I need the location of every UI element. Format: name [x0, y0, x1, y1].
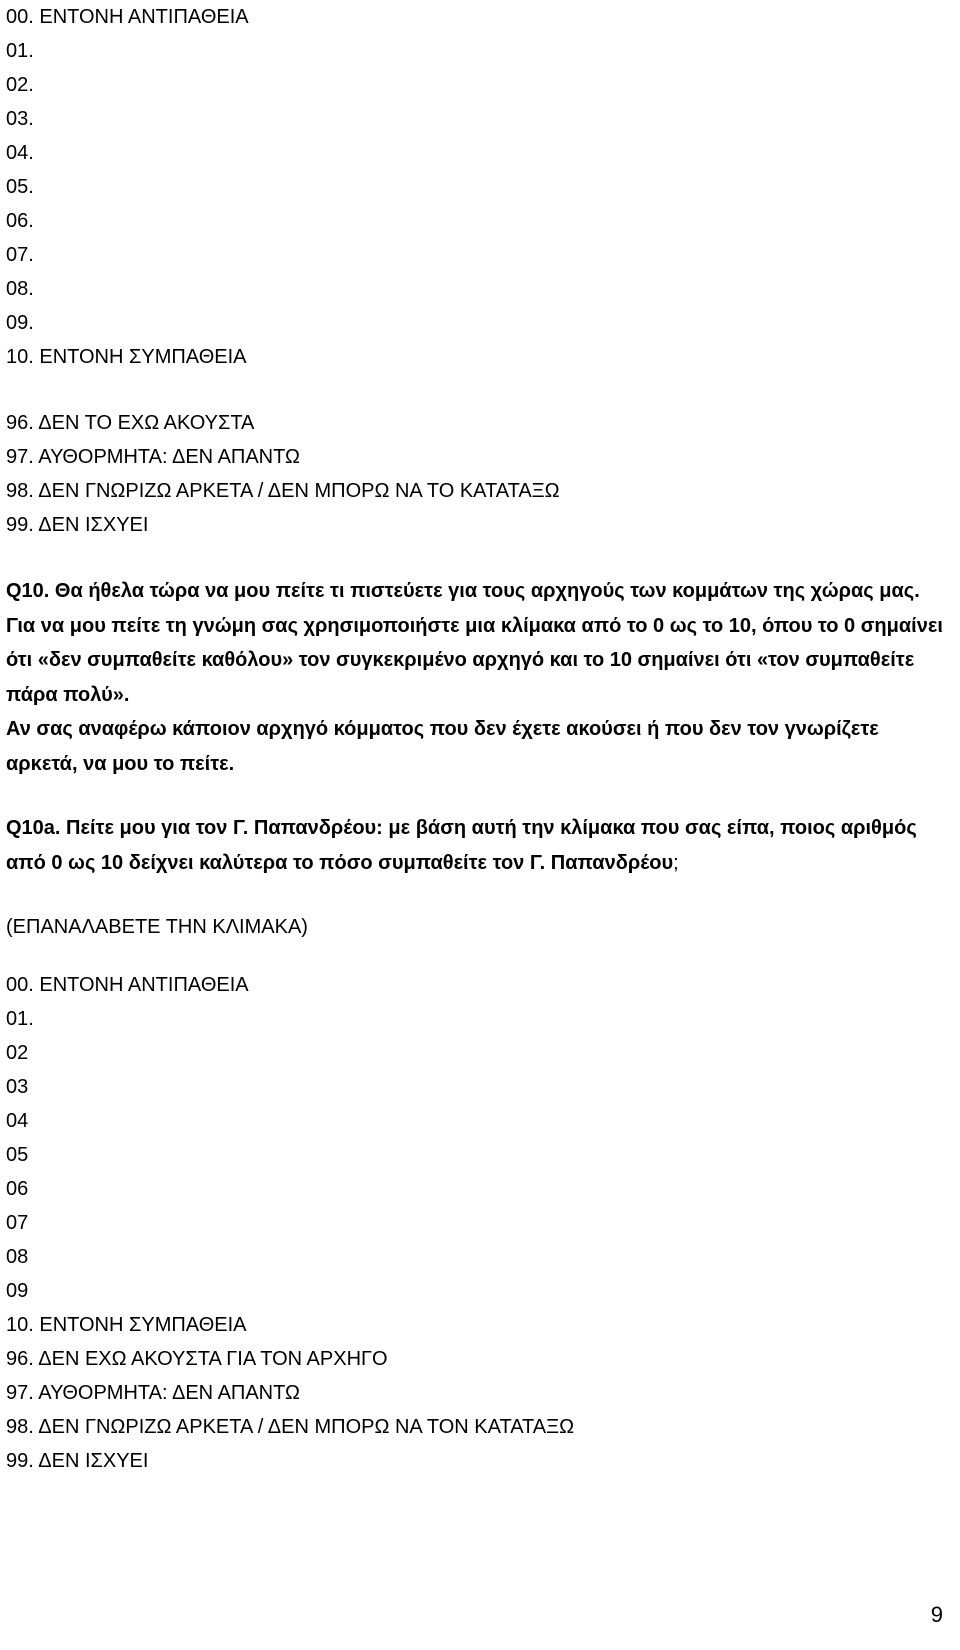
scale-option: 03. — [6, 108, 34, 130]
special-code: 97. ΑΥΘΟΡΜΗΤΑ: ΔΕΝ ΑΠΑΝΤΩ — [6, 446, 300, 468]
scale-option: 10. ΕΝΤΟΝΗ ΣΥΜΠΑΘΕΙΑ — [6, 346, 247, 368]
special-code: 99. ΔΕΝ ΙΣΧΥΕΙ — [6, 514, 149, 536]
scale-option: 09. — [6, 312, 34, 334]
question-q10a-text: Q10a. Πείτε μου για τον Γ. Παπανδρέου: με βάση αυτή την κλίμακα που σας είπα, ποιος αριθμός από 0 ως 10 δείχνει καλύτερα το πόσο συμπαθείτε τον Γ. Παπανδρέου — [6, 817, 917, 874]
scale-option: 06 — [6, 1178, 29, 1200]
page-number: 9 — [930, 1602, 943, 1627]
scale-option: 00. ΕΝΤΟΝΗ ΑΝΤΙΠΑΘΕΙΑ — [6, 974, 249, 996]
scale-option: 05. — [6, 176, 34, 198]
question-q10 — [6, 574, 950, 781]
scale-options-top — [6, 0, 950, 374]
scale-option: 07. — [6, 244, 34, 266]
scale-option: 00. ΕΝΤΟΝΗ ΑΝΤΙΠΑΘΕΙΑ — [6, 6, 249, 28]
question-q10a-mark: ; — [673, 851, 679, 874]
special-codes-bottom — [6, 1342, 950, 1478]
scale-option: 05 — [6, 1144, 29, 1166]
scale-option: 10. ΕΝΤΟΝΗ ΣΥΜΠΑΘΕΙΑ — [6, 1314, 247, 1336]
special-codes-top — [6, 406, 950, 542]
question-q10a — [6, 811, 950, 880]
scale-option: 01. — [6, 1008, 34, 1030]
scale-option: 04. — [6, 142, 34, 164]
scale-option: 06. — [6, 210, 34, 232]
scale-option: 08 — [6, 1246, 29, 1268]
scale-option: 01. — [6, 40, 34, 62]
scale-option: 02 — [6, 1042, 29, 1064]
scale-option: 04 — [6, 1110, 29, 1132]
scale-option: 02. — [6, 74, 34, 96]
special-code: 98. ΔΕΝ ΓΝΩΡΙΖΩ ΑΡΚΕΤΑ / ΔΕΝ ΜΠΟΡΩ ΝΑ ΤΟΝ ΚΑΤΑΤΑΞΩ — [6, 1416, 575, 1438]
scale-option: 09 — [6, 1280, 29, 1302]
scale-option: 03 — [6, 1076, 29, 1098]
scale-options-bottom — [6, 968, 950, 1342]
question-q10-text: Q10. Θα ήθελα τώρα να μου πείτε τι πιστεύετε για τους αρχηγούς των κομμάτων της χώρας μας. Για να μου πείτε τη γνώμη σας χρησιμοποιήστε μια κλίμακα από το 0 ως το 10, όπου το 0 σημαίνει ότι «δεν συμπαθείτε καθόλου» τον συγκεκριμένο αρχηγό και το 10 σημαίνει ότι «τον συμπαθείτε πάρα πολύ». — [6, 580, 943, 706]
document-page — [6, 0, 950, 1478]
special-code: 97. ΑΥΘΟΡΜΗΤΑ: ΔΕΝ ΑΠΑΝΤΩ — [6, 1382, 300, 1404]
scale-option: 07 — [6, 1212, 29, 1234]
special-code: 96. ΔΕΝ ΤΟ ΕΧΩ ΑΚΟΥΣΤΑ — [6, 412, 255, 434]
question-q10-note: Αν σας αναφέρω κάποιον αρχηγό κόμματος που δεν έχετε ακούσει ή που δεν τον γνωρίζετε αρκετά, να μου το πείτε. — [6, 718, 879, 775]
special-code: 98. ΔΕΝ ΓΝΩΡΙΖΩ ΑΡΚΕΤΑ / ΔΕΝ ΜΠΟΡΩ ΝΑ ΤΟ ΚΑΤΑΤΑΞΩ — [6, 480, 560, 502]
scale-option: 08. — [6, 278, 34, 300]
interviewer-instruction: (ΕΠΑΝΑΛΑΒΕΤΕ ΤΗΝ ΚΛΙΜΑΚΑ) — [6, 916, 308, 938]
special-code: 99. ΔΕΝ ΙΣΧΥΕΙ — [6, 1450, 149, 1472]
special-code: 96. ΔΕΝ ΕΧΩ ΑΚΟΥΣΤΑ ΓΙΑ ΤΟΝ ΑΡΧΗΓΟ — [6, 1348, 388, 1370]
